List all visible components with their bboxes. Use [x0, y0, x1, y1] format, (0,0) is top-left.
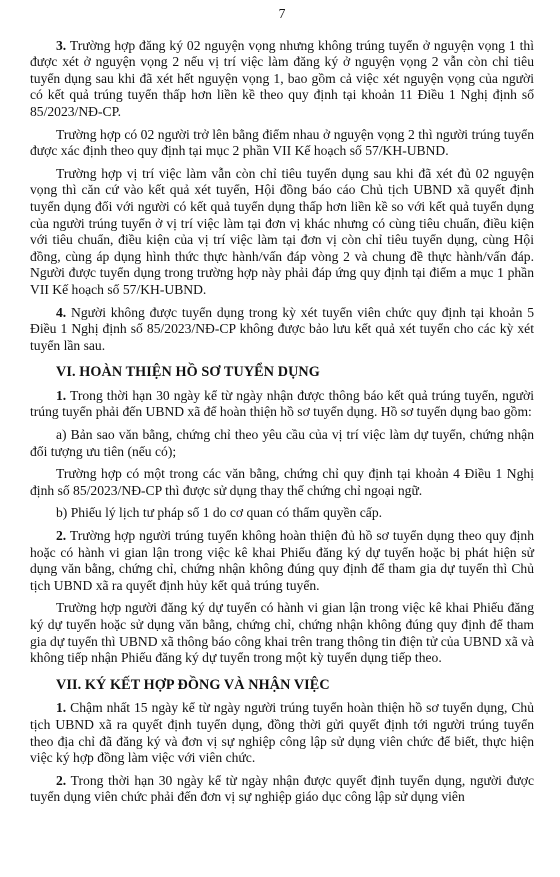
paragraph: a) Bản sao văn bằng, chứng chỉ theo yêu cầu của vị trí việc làm dự tuyển, chứng nhận đối tượng ưu tiên (nếu có);: [30, 427, 534, 459]
paragraph-item-1: [30, 700, 534, 766]
item-number: 2.: [56, 528, 67, 544]
paragraph-text: Người không được tuyển dụng trong kỳ xét tuyển viên chức quy định tại khoản 5 Điều 1 Nghị định số 85/2023/NĐ-CP không được bảo lưu kết quả xét tuyển cho các kỳ xét tuyển lần sau.: [30, 304, 534, 353]
paragraph-item-1: [30, 388, 534, 421]
paragraph-item-3: [30, 38, 534, 121]
item-number: 2.: [56, 772, 67, 788]
page-number: 7: [278, 6, 286, 21]
paragraph-text: Trường hợp người trúng tuyển không hoàn thiện đủ hồ sơ tuyển dụng theo quy định hoặc có hành vi gian lận trong việc kê khai Phiếu đăng ký dự tuyển hoặc bị phát hiện sử dụng văn bằng, chứng chỉ, chứng nhận không đúng quy định để tham gia dự tuyển thì Chủ tịch UBND xã ra quyết định hủy kết quả trúng tuyển.: [30, 528, 534, 593]
paragraph-text: Trong thời hạn 30 ngày kể từ ngày nhận được quyết định tuyển dụng, người được tuyển dụng viên chức phải đến đơn vị sự nghiệp giáo dục công lập sử dụng viên: [30, 772, 534, 805]
paragraph: Trường hợp có một trong các văn bằng, chứng chỉ quy định tại khoản 4 Điều 1 Nghị định số 85/2023/NĐ-CP thì được sử dụng thay thế chứng chỉ ngoại ngữ.: [30, 466, 534, 498]
paragraph: b) Phiếu lý lịch tư pháp số 1 do cơ quan có thẩm quyền cấp.: [56, 505, 383, 521]
item-number: 4.: [56, 304, 67, 320]
paragraph-item-4: [30, 305, 534, 355]
paragraph: Trường hợp có 02 người trở lên bằng điểm nhau ở nguyện vọng 2 thì người trúng tuyển được xác định theo quy định tại mục 2 phần VII Kế hoạch số 57/KH-UBND.: [30, 126, 534, 159]
paragraph: Trường hợp vị trí việc làm vẫn còn chỉ tiêu tuyển dụng sau khi đã xét đủ 02 nguyện vọng thì căn cứ vào kết quả xét tuyển, Hội đồng báo cáo Chủ tịch UBND xã quyết định tuyển dụng đối với người có kết quả tuyển dụng thấp hơn liền kề so với kết quả tuyển dụng của người trúng tuyển ở vị trí việc làm tại đơn vị khác nhưng có cùng tiêu chuẩn, điều kiện với tiêu chuẩn, điều kiện của vị trí việc làm tại đơn vị còn chỉ tiêu tuyển dụng, cùng Hội đồng, cùng áp dụng hình thức thực hành/vấn đáp vòng 2 và chung đề thực hành/vấn đáp. Người được tuyển dụng trong trường hợp này phải đáp ứng quy định tại điểm a mục 1 phần VII Kế hoạch số 57/KH-UBND.: [30, 165, 534, 297]
item-number: 3.: [56, 37, 67, 53]
section-heading-vii: VII. KÝ KẾT HỢP ĐỒNG VÀ NHẬN VIỆC: [56, 676, 330, 693]
section-heading-vi: VI. HOÀN THIỆN HỒ SƠ TUYỂN DỤNG: [56, 364, 320, 381]
paragraph-item-2: [30, 528, 534, 594]
paragraph-text: Chậm nhất 15 ngày kể từ ngày người trúng tuyển hoàn thiện hồ sơ tuyển dụng, Chủ tịch UBND xã ra quyết định tuyển dụng, đồng thời gửi quyết định tới người trúng tuyển theo địa chỉ đã đăng ký và đơn vị sự nghiệp công lập sử dụng viên chức để biết, thực hiện việc ký hợp đồng làm việc với viên chức.: [30, 700, 534, 766]
paragraph-text: Trường hợp đăng ký 02 nguyện vọng nhưng không trúng tuyển ở nguyện vọng 1 thì được xét ở nguyện vọng 2 nếu vị trí việc làm đăng ký ở nguyện vọng 2 vẫn còn chỉ tiêu tuyển dụng sau khi đã xét hết nguyện vọng 1, bao gồm cả việc xét nguyện vọng của người có kết quả trúng tuyển thấp hơn liền kề theo quy định tại khoản 11 Điều 1 Nghị định số 85/2023/NĐ-CP.: [30, 37, 534, 119]
paragraph-text: Trong thời hạn 30 ngày kể từ ngày nhận được thông báo kết quả trúng tuyển, người trúng tuyển phải đến UBND xã để hoàn thiện hồ sơ tuyển dụng. Hồ sơ tuyển dụng bao gồm:: [30, 387, 534, 420]
paragraph: Trường hợp người đăng ký dự tuyển có hành vi gian lận trong việc kê khai Phiếu đăng ký dự tuyển hoặc sử dụng văn bằng, chứng chỉ, chứng nhận không đúng quy định để tham gia dự tuyển thì UBND xã thông báo công khai trên trang thông tin điện tử của UBND xã và không tiếp nhận Phiếu đăng ký dự tuyển trong một kỳ tuyển dụng tiếp theo.: [30, 600, 534, 666]
item-number: 1.: [56, 387, 67, 403]
paragraph-item-2: [30, 773, 534, 806]
item-number: 1.: [56, 700, 67, 716]
